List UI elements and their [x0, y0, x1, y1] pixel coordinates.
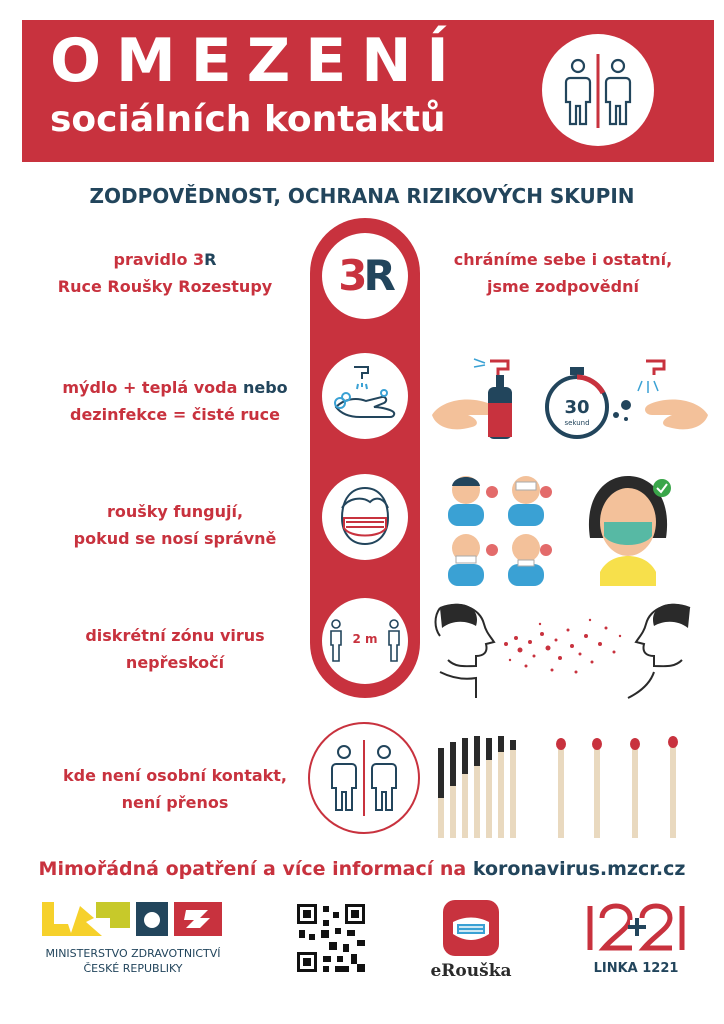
people-badge	[542, 34, 654, 146]
wrong-mask-2	[508, 476, 552, 526]
no-contact-line2: není přenos	[121, 793, 229, 812]
erouska-name: eRouška	[430, 961, 512, 981]
handwash-prefix: mýdlo + teplá voda	[62, 378, 243, 397]
rule-3r-text	[40, 246, 290, 300]
handwash-text	[40, 374, 310, 428]
info-prefix: Mimořádná opatření a více informací na	[38, 858, 473, 880]
burnt-matches	[438, 736, 516, 838]
hotline-label: LINKA 1221	[593, 961, 679, 976]
handwash-accent: nebo	[242, 378, 288, 397]
3r-circle	[322, 233, 408, 319]
page-subtitle: sociálních kontaktů	[50, 99, 446, 140]
two-people-icon	[542, 34, 654, 146]
timer-value: 30	[564, 397, 590, 418]
mask-line1: roušky fungují,	[106, 502, 244, 521]
handwash-icon	[322, 353, 408, 439]
ministry-line1: MINISTERSTVO ZDRAVOTNICTVÍ	[45, 947, 221, 960]
protect-line1: chráníme sebe i ostatní,	[453, 250, 673, 269]
ministry-logo-icon	[40, 898, 226, 940]
erouska-app-icon[interactable]	[443, 900, 499, 956]
rule-3r-line2: Ruce Roušky Rozestupy	[57, 277, 273, 296]
wrong-mask-4	[508, 534, 552, 586]
3r-logo-number: 3	[338, 251, 364, 300]
droplet-spread-illustration	[430, 600, 700, 700]
protect-line2: jsme zodpovědní	[487, 277, 639, 296]
unburnt-matches	[556, 736, 678, 838]
distance-text	[40, 622, 310, 676]
protect-text	[428, 246, 698, 300]
handwash-line1	[40, 374, 310, 401]
matches-illustration	[434, 734, 694, 840]
wrong-mask-1	[448, 476, 498, 526]
handwash-line2: dezinfekce = čisté ruce	[69, 405, 280, 424]
3r-logo-letter: R	[363, 251, 392, 300]
distance-line2: nepřeskočí	[125, 653, 225, 672]
mask-text	[40, 498, 310, 552]
3r-logo	[322, 251, 408, 301]
ministry-line2: ČESKÉ REPUBLIKY	[83, 962, 183, 975]
mask-usage-illustration	[440, 468, 700, 592]
distance-label: 2 m	[342, 632, 388, 646]
info-link[interactable]: koronavirus.mzcr.cz	[472, 858, 686, 880]
mask-line2: pokud se nosí správně	[73, 529, 277, 548]
mask-circle	[322, 474, 408, 560]
hotline-logo-icon[interactable]	[584, 902, 688, 954]
info-line	[0, 856, 724, 882]
rule-3r-prefix: pravidlo 3	[113, 250, 205, 269]
page-title: OMEZENÍ	[50, 26, 464, 96]
no-contact-text	[40, 762, 310, 816]
mask-face-icon	[322, 474, 408, 560]
rule-3r-accent: R	[204, 250, 217, 269]
separated-people-icon	[310, 724, 418, 832]
distance-line1: diskrétní zónu virus	[85, 626, 265, 645]
qr-code-icon[interactable]	[295, 902, 367, 974]
tagline: ZODPOVĚDNOST, OCHRANA RIZIKOVÝCH SKUPIN	[89, 184, 635, 208]
wrong-mask-3	[448, 534, 498, 586]
timer-unit: sekund	[564, 419, 590, 427]
no-contact-line1: kde není osobní kontakt,	[62, 766, 287, 785]
distance-circle	[322, 598, 408, 684]
rule-3r-line1	[40, 246, 290, 273]
correct-mask	[589, 476, 671, 586]
ministry-caption	[30, 946, 236, 976]
handwash-circle	[322, 353, 408, 439]
no-contact-circle	[308, 722, 420, 834]
